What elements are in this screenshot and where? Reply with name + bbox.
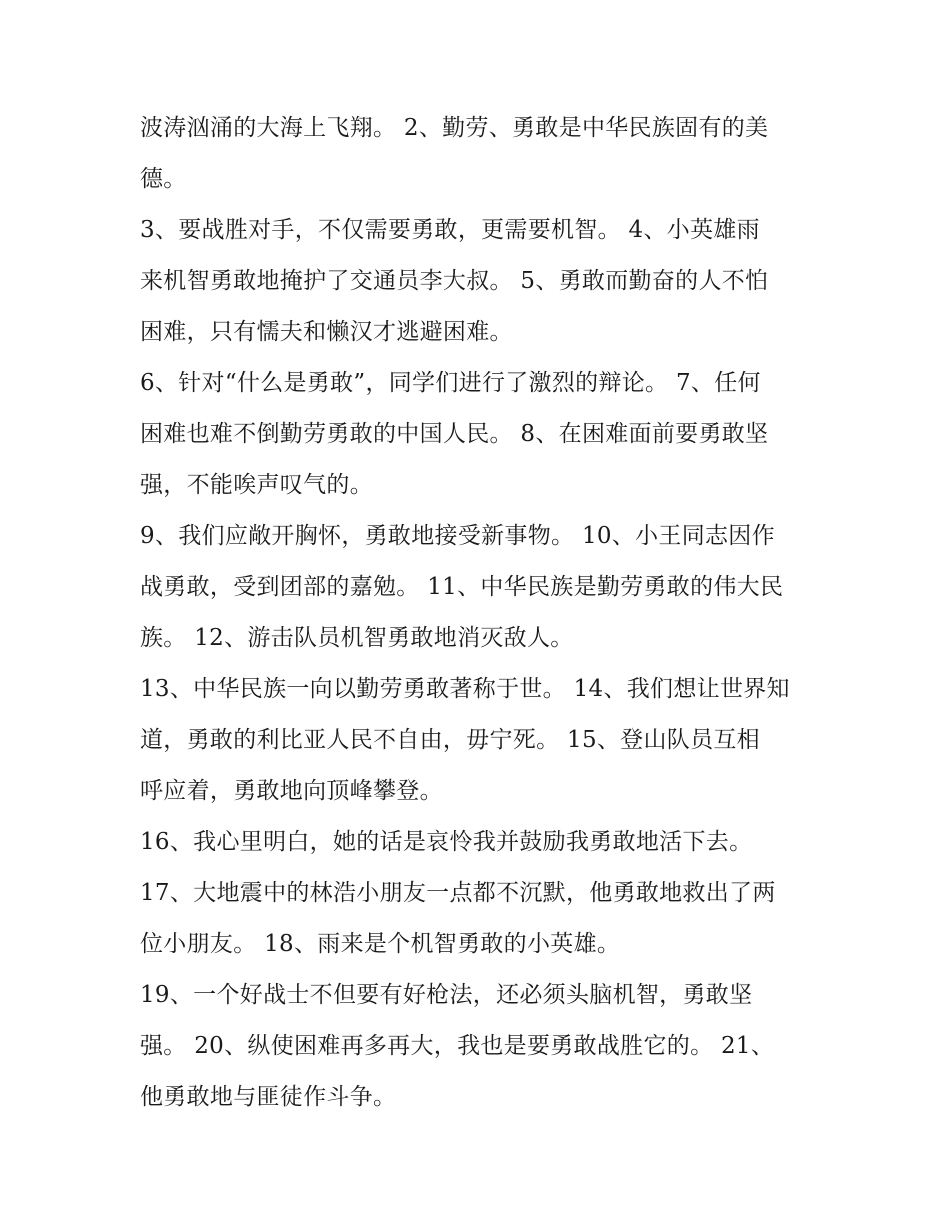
text-line: 19、一个好战士不但要有好枪法，还必须头脑机智，勇敢坚	[140, 982, 753, 1008]
text-line: 他勇敢地与匪徒作斗争。	[140, 1084, 397, 1110]
text-line: 道，勇敢的利比亚人民不自由，毋宁死。 15、登山队员互相	[140, 727, 760, 753]
text-line: 强。 20、纵使困难再多再大，我也是要勇敢战胜它的。 21、	[140, 1033, 775, 1059]
text-line: 13、中华民族一向以勤劳勇敢著称于世。 14、我们想让世界知	[140, 676, 790, 702]
text-line: 9、我们应敞开胸怀，勇敢地接受新事物。 10、小王同志因作	[140, 523, 775, 549]
text-line: 呼应着，勇敢地向顶峰攀登。	[140, 778, 443, 804]
text-line: 战勇敢，受到团部的嘉勉。 11、中华民族是勤劳勇敢的伟大民	[140, 574, 784, 600]
text-line: 3、要战胜对手，不仅需要勇敢，更需要机智。 4、小英雄雨	[140, 217, 760, 243]
text-line: 波涛汹涌的大海上飞翔。 2、勤劳、勇敢是中华民族固有的美	[140, 115, 769, 141]
text-line: 困难也难不倒勤劳勇敢的中国人民。 8、在困难面前要勇敢坚	[140, 421, 769, 447]
text-line: 17、大地震中的林浩小朋友一点都不沉默，他勇敢地救出了两	[140, 880, 776, 906]
text-line: 来机智勇敢地掩护了交通员李大叔。 5、勇敢而勤奋的人不怕	[140, 268, 769, 294]
text-line: 强，不能唉声叹气的。	[140, 472, 373, 498]
text-line: 族。 12、游击队员机智勇敢地消灭敌人。	[140, 625, 574, 651]
text-line: 德。	[140, 166, 187, 192]
text-line: 6、针对“什么是勇敢”，同学们进行了激烈的辩论。 7、任何	[140, 370, 761, 396]
text-line: 位小朋友。 18、雨来是个机智勇敢的小英雄。	[140, 931, 621, 957]
text-line: 16、我心里明白，她的话是哀怜我并鼓励我勇敢地活下去。	[140, 829, 753, 855]
document-body	[140, 103, 820, 1123]
text-line: 困难，只有懦夫和懒汉才逃避困难。	[140, 319, 513, 345]
